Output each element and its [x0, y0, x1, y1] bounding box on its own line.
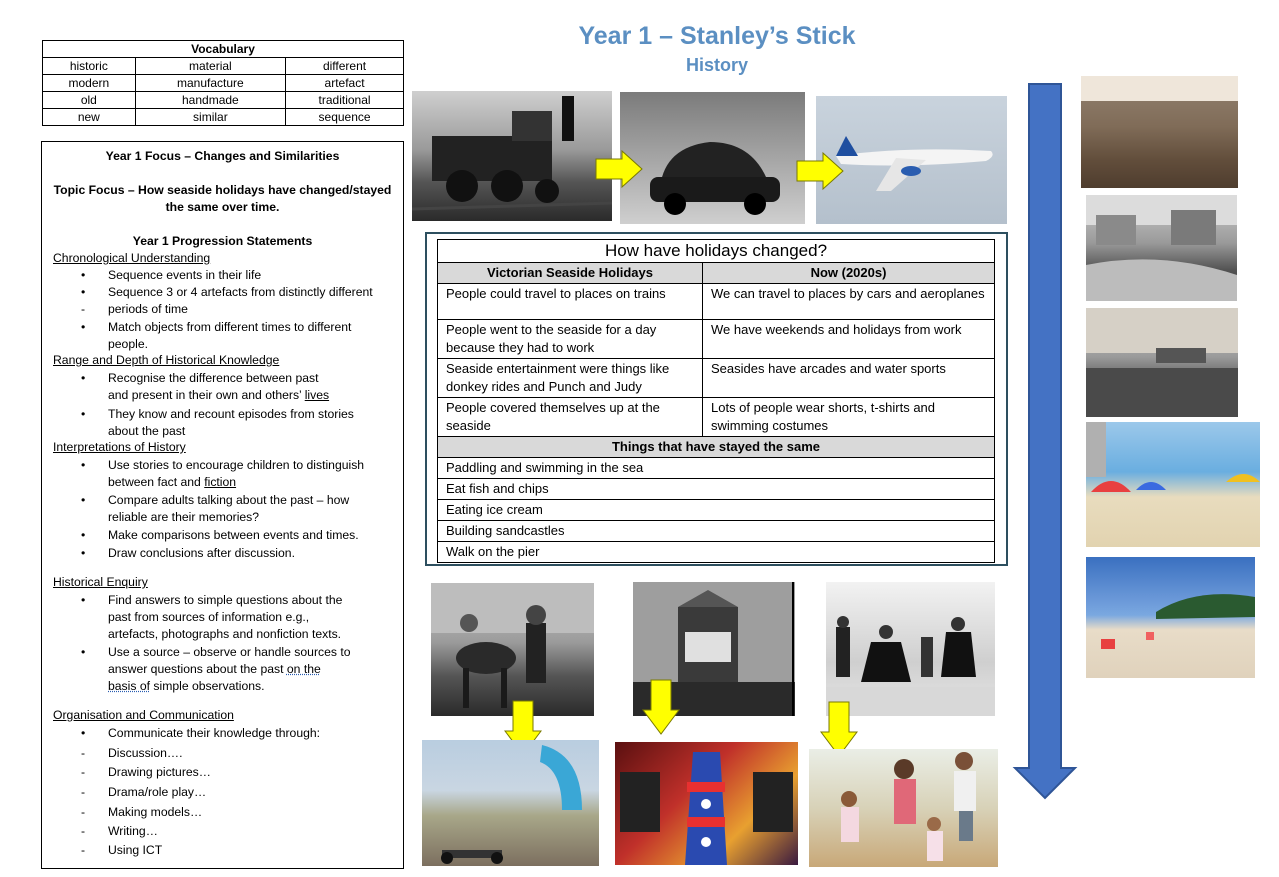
interp-bullet-2-cont: reliable are their memories?: [108, 510, 260, 524]
vocab-cell: modern: [43, 75, 136, 92]
chrono-bullet-2-cont: - periods of time: [108, 301, 188, 318]
enquiry-word-2: basis of: [108, 679, 151, 693]
table-row: [438, 320, 995, 359]
list-item: - Drawing pictures…: [108, 764, 211, 781]
donkey-drawing: [431, 583, 594, 716]
enquiry-bullet-1-cont2: artefacts, photographs and nonfiction texts.: [108, 627, 342, 641]
page-subtitle: History: [685, 55, 748, 75]
then-cell: People could travel to places on trains: [438, 284, 703, 320]
interp-bullet-1-cont: [108, 474, 236, 491]
enquiry-word: on the: [286, 662, 321, 676]
range-bullet-2: • They know and recount episodes from stories: [108, 406, 398, 423]
pier-photo: [1086, 308, 1238, 417]
range-bullet-1-cont: [108, 387, 329, 404]
same-cell: Building sandcastles: [438, 521, 995, 542]
modern-beach-umbrellas-photo: [1086, 422, 1260, 547]
page-title: Year 1 – Stanley’s Stick: [578, 22, 856, 50]
interp-text: between fact and: [108, 475, 205, 489]
vocab-cell: handmade: [135, 92, 285, 109]
same-cell: Paddling and swimming in the sea: [438, 458, 995, 479]
then-cell: People covered themselves up at the seaside: [438, 398, 703, 437]
kite-buggy-photo: [422, 740, 599, 866]
focus-panel: [41, 141, 404, 869]
bathers-drawing: [826, 582, 995, 716]
list-item: - Writing…: [108, 823, 158, 840]
family-beach-photo: [809, 749, 998, 867]
vocab-cell: old: [43, 92, 136, 109]
list-item: - Making models…: [108, 804, 202, 821]
vocabulary-table: [42, 40, 404, 126]
vocab-cell: different: [286, 58, 404, 75]
range-bullet-2-cont: about the past: [108, 424, 186, 438]
right-arrow-icon: [594, 149, 644, 189]
timeline-arrow-icon: [1012, 82, 1078, 802]
enquiry-bullet-1-cont: past from sources of information e.g.,: [108, 610, 310, 624]
enquiry-bullet-2-cont2: [108, 678, 265, 695]
vocab-cell: historic: [43, 58, 136, 75]
then-cell: Seaside entertainment were things like donkey rides and Punch and Judy: [438, 359, 703, 398]
interp-bullet-3: • Make comparisons between events and times.: [108, 527, 398, 544]
now-cell: We have weekends and holidays from work: [703, 320, 995, 359]
chrono-bullet-2: • Sequence 3 or 4 artefacts from distinctly different: [108, 284, 398, 301]
vocab-cell: material: [135, 58, 285, 75]
range-word: lives: [304, 388, 330, 402]
victorian-bathers-photo: [826, 582, 995, 716]
vocab-cell: sequence: [286, 109, 404, 126]
table-row: [43, 75, 404, 92]
topic-focus-line1: Topic Focus – How seaside holidays have changed/stayed: [53, 183, 392, 197]
chrono-bullet-3-cont: people.: [108, 337, 148, 351]
chrono-bullet-3: • Match objects from different times to different: [108, 319, 398, 336]
table-row: [438, 521, 995, 542]
interp-bullet-4: • Draw conclusions after discussion.: [108, 545, 398, 562]
donkey-ride-photo: [431, 583, 594, 716]
same-heading: Things that have stayed the same: [438, 437, 995, 458]
holidays-table: [437, 239, 995, 563]
vocab-cell: manufacture: [135, 75, 285, 92]
organisation-bullet-1: • Communicate their knowledge through:: [108, 725, 398, 742]
now-cell: We can travel to places by cars and aeroplanes: [703, 284, 995, 320]
enquiry-bullet-1: • Find answers to simple questions about the: [108, 592, 398, 609]
interp-bullet-1: • Use stories to encourage children to distinguish: [108, 457, 398, 474]
crowded-beach-drawing: [1086, 557, 1255, 678]
enquiry-heading: Historical Enquiry: [53, 575, 148, 589]
table-row: [43, 58, 404, 75]
now-cell: Seasides have arcades and water sports: [703, 359, 995, 398]
range-heading: Range and Depth of Historical Knowledge: [53, 353, 280, 367]
family-drawing: [809, 749, 998, 867]
table-row: [438, 542, 995, 563]
car-drawing: [620, 92, 805, 224]
progression-heading: Year 1 Progression Statements: [132, 234, 313, 248]
list-item: - Drama/role play…: [108, 784, 206, 801]
same-cell: Walk on the pier: [438, 542, 995, 563]
vocab-cell: artefact: [286, 75, 404, 92]
organisation-heading: Organisation and Communication: [53, 708, 234, 722]
table-row: [438, 500, 995, 521]
arcade-photo: [615, 742, 798, 865]
col-now-header: Now (2020s): [703, 263, 995, 284]
crowd-drawing: [1081, 76, 1238, 188]
table-row: [438, 398, 995, 437]
chrono-bullet-1: • Sequence events in their life: [108, 267, 398, 284]
enquiry-text: answer questions about the past: [108, 662, 287, 676]
pier-drawing: [1086, 308, 1238, 417]
list-item: - Using ICT: [108, 842, 162, 859]
col-then-header: Victorian Seaside Holidays: [438, 263, 703, 284]
enquiry-bullet-2-cont: [108, 661, 321, 678]
enquiry-bullet-2: • Use a source – observe or handle sources to: [108, 644, 398, 661]
table-row: [438, 458, 995, 479]
interp-heading: Interpretations of History: [53, 440, 186, 454]
seaside-town-photo: [1086, 195, 1237, 301]
focus-title: Year 1 Focus – Changes and Similarities: [105, 149, 340, 163]
table-row: [43, 109, 404, 126]
vocab-cell: similar: [135, 109, 285, 126]
steam-train-photo: [412, 91, 612, 221]
chrono-heading: Chronological Understanding: [53, 251, 211, 265]
interp-word: fiction: [204, 475, 237, 489]
town-drawing: [1086, 195, 1237, 301]
table-row: [438, 479, 995, 500]
seaside-crowd-photo: [1081, 76, 1238, 188]
range-bullet-1: • Recognise the difference between past: [108, 370, 398, 387]
table-row: [438, 359, 995, 398]
down-arrow-icon: [641, 678, 681, 736]
holidays-title: How have holidays changed?: [438, 240, 995, 263]
right-arrow-icon: [795, 151, 845, 191]
vintage-car-photo: [620, 92, 805, 224]
vocabulary-heading: Vocabulary: [43, 41, 404, 58]
kite-drawing: [422, 740, 599, 866]
now-cell: Lots of people wear shorts, t-shirts and swimming costumes: [703, 398, 995, 437]
same-cell: Eating ice cream: [438, 500, 995, 521]
vocab-cell: traditional: [286, 92, 404, 109]
arcade-drawing: [615, 742, 798, 865]
list-item: - Discussion….: [108, 745, 183, 762]
range-text: and present in their own and others’: [108, 388, 305, 402]
enquiry-text-2: simple observations.: [150, 679, 265, 693]
table-row: [438, 284, 995, 320]
interp-bullet-2: • Compare adults talking about the past – how: [108, 492, 398, 509]
train-drawing: [412, 91, 612, 221]
then-cell: People went to the seaside for a day because they had to work: [438, 320, 703, 359]
same-cell: Eat fish and chips: [438, 479, 995, 500]
vocab-cell: new: [43, 109, 136, 126]
topic-focus-line2: the same over time.: [165, 200, 280, 214]
modern-crowded-beach-photo: [1086, 557, 1255, 678]
table-row: [43, 92, 404, 109]
umbrellas-drawing: [1086, 422, 1260, 547]
